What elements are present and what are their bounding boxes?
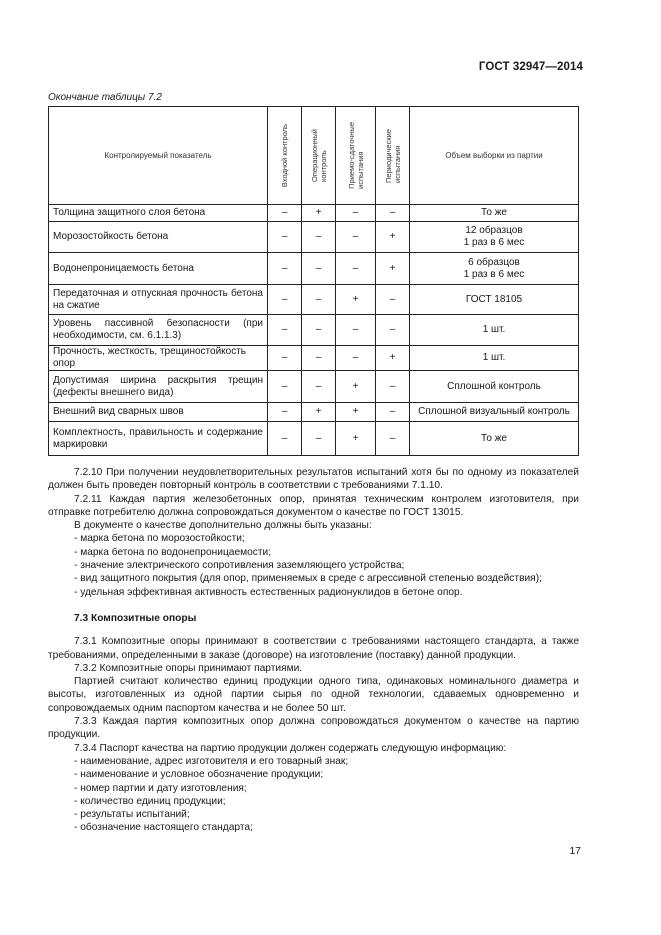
section-heading-7-3: 7.3 Композитные опоры [74,612,197,624]
paragraph-party: Партией считают количество единиц продукции одного типа, одинаковых номинального диаметра и высоты, изготовленных из одной партии сырья по одной технологии, сдаваемых одновременно и сопровождаемых одним паспортом качества и не более 50 шт. [48,676,579,714]
row-indicator: Внешний вид сварных швов [49,403,268,422]
row-mark: – [302,346,336,371]
row-mark: – [376,403,410,422]
row-indicator: Прочность, жесткость, трещиностойкость опор [49,346,268,371]
row-mark: – [376,285,410,315]
list-item: - марка бетона по водонепроницаемости; [74,546,272,558]
row-mark: – [268,315,302,346]
row-mark: – [268,253,302,285]
row-volume: ГОСТ 18105 [410,285,579,315]
list-item: - вид защитного покрытия (для опор, применяемых в среде с агрессивной степенью воздействия); [74,573,542,585]
row-mark: – [302,222,336,253]
list-item: - наименование, адрес изготовителя и его товарный знак; [74,755,349,767]
row-volume: 1 шт. [410,315,579,346]
row-mark: – [302,285,336,315]
row-mark: – [376,205,410,222]
row-mark: – [376,422,410,456]
list-item: - результаты испытаний; [74,809,190,821]
row-indicator: Морозостойкость бетона [49,222,268,253]
header-indicator: Контролируемый показатель [49,107,268,205]
control-table [48,106,579,456]
row-indicator: Уровень пассивной безопасности (при необходимости, см. 6.1.1.3) [49,315,268,346]
row-mark: – [268,205,302,222]
table-row [49,403,579,422]
table-row [49,205,579,222]
row-mark: + [376,346,410,371]
row-mark: + [336,371,376,403]
paragraph-7-3-4: 7.3.4 Паспорт качества на партию продукции должен содержать следующую информацию: [74,742,507,754]
row-indicator: Допустимая ширина раскрытия трещин (дефекты внешнего вида) [49,371,268,403]
row-volume: 6 образцов 1 раз в 6 мес [410,253,579,285]
table-row [49,285,579,315]
row-mark: – [302,315,336,346]
row-mark: – [302,253,336,285]
row-indicator: Комплектность, правильность и содержание маркировки [49,422,268,456]
table-row [49,371,579,403]
row-mark: – [336,205,376,222]
list-item: - наименование и условное обозначение продукции; [74,769,324,781]
table-header-row [49,107,579,205]
row-mark: – [268,346,302,371]
row-mark: + [336,422,376,456]
row-volume: 1 шт. [410,346,579,371]
standard-code: ГОСТ 32947—2014 [478,61,583,73]
paragraph-7-3-2: 7.3.2 Композитные опоры принимают партиями. [74,662,303,674]
header-operational: Операционный контроль [302,107,336,205]
header-volume: Объем выборки из партии [410,107,579,205]
table-caption: Окончание таблицы 7.2 [48,92,162,103]
row-volume: То же [410,422,579,456]
row-mark: – [336,222,376,253]
row-mark: – [268,422,302,456]
header-periodic: Периодические испытания [376,107,410,205]
row-volume: 12 образцов 1 раз в 6 мес [410,222,579,253]
row-mark: + [302,205,336,222]
body-text [48,466,579,835]
table-row [49,346,579,371]
table-row [49,422,579,456]
row-mark: – [336,346,376,371]
row-mark: – [268,371,302,403]
row-mark: – [302,422,336,456]
header-incoming: Входной контроль [268,107,302,205]
row-mark: – [268,403,302,422]
row-mark: + [376,222,410,253]
row-mark: + [336,285,376,315]
row-mark: – [336,253,376,285]
row-mark: – [376,315,410,346]
page-number: 17 [569,845,581,857]
list-item: - количество единиц продукции; [74,795,226,807]
list-item: - значение электрического сопротивления заземляющего устройства; [74,560,405,572]
row-mark: + [302,403,336,422]
table-row [49,253,579,285]
row-indicator: Толщина защитного слоя бетона [49,205,268,222]
paragraph-7-2-10: 7.2.10 При получении неудовлетворительных результатов испытаний хотя бы по одному из показателей должен быть проведен повторный контроль в соответствии с требованиями 7.1.10. [48,467,579,492]
row-mark: – [268,285,302,315]
row-volume: То же [410,205,579,222]
row-mark: + [336,403,376,422]
row-mark: – [336,315,376,346]
list-item: - удельная эффективная активность естественных радионуклидов в бетоне опор. [74,586,463,598]
row-mark: – [302,371,336,403]
row-mark: – [376,371,410,403]
row-volume: Сплошной контроль [410,371,579,403]
paragraph-7-3-1: 7.3.1 Композитные опоры принимают в соответствии с требованиями настоящего стандарта, а также требованиями, определенными в заказе (договоре) на изготовление (поставку) данной продукции. [48,636,579,661]
row-volume: Сплошной визуальный контроль [410,403,579,422]
list-item: - номер партии и дату изготовления; [74,782,247,794]
header-acceptance: Приемо-сдаточные испытания [336,107,376,205]
row-mark: – [268,222,302,253]
row-indicator: Передаточная и отпускная прочность бетона на сжатие [49,285,268,315]
table-row [49,222,579,253]
table-row [49,315,579,346]
paragraph-doc-intro: В документе о качестве дополнительно должны быть указаны: [74,520,372,532]
list-item: - обозначение настоящего стандарта; [74,822,253,834]
paragraph-7-2-11: 7.2.11 Каждая партия железобетонных опор, принятая техническим контролем изготовителя, при отправке потребителю должна сопровождаться документом о качестве по ГОСТ 13015. [48,493,579,518]
row-mark: + [376,253,410,285]
row-indicator: Водонепроницаемость бетона [49,253,268,285]
list-item: - марка бетона по морозостойкости; [74,533,245,545]
paragraph-7-3-3: 7.3.3 Каждая партия композитных опор должна сопровождаться документом о качестве на партию продукции. [48,716,579,741]
